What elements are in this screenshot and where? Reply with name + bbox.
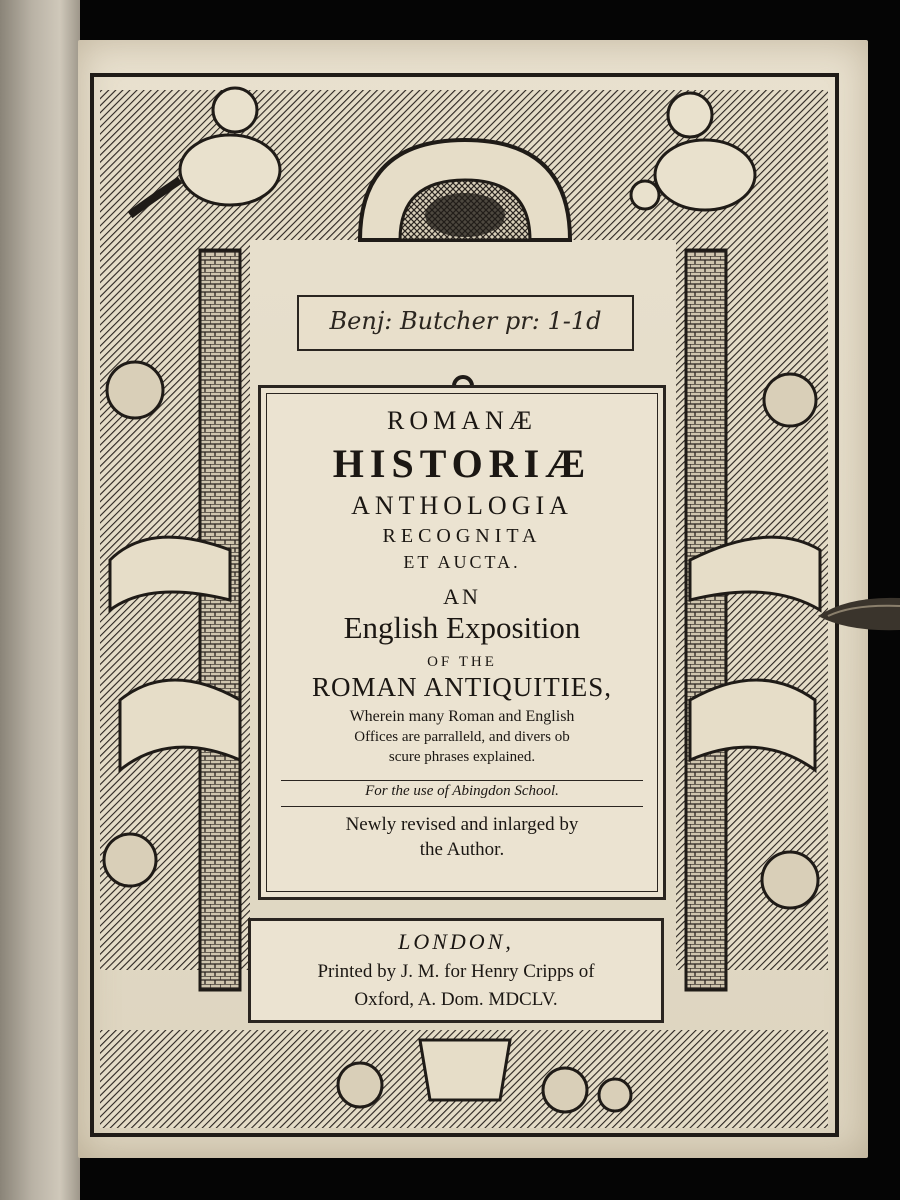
- left-pillar: [200, 250, 240, 990]
- title-line-11: Offices are parralleld, and divers ob: [354, 729, 570, 745]
- shell-icon: [425, 193, 505, 237]
- fruit-icon: [104, 834, 156, 886]
- right-pillar: [686, 250, 726, 990]
- title-line-3: ANTHOLOGIA: [351, 491, 573, 520]
- fruit-icon: [762, 852, 818, 908]
- imprint-city: LONDON,: [398, 929, 514, 954]
- fruit-icon: [338, 1063, 382, 1107]
- title-line-12: scure phrases explained.: [388, 749, 536, 765]
- revision-line-1: Newly revised and inlarged by: [345, 814, 579, 835]
- title-line-1: ROMANÆ: [387, 406, 537, 435]
- dedication-line: For the use of Abingdon School.: [365, 783, 559, 799]
- imprint-panel: [248, 918, 664, 1023]
- title-line-8: OF THE: [427, 654, 497, 670]
- title-line-7: English Exposition: [343, 610, 581, 645]
- title-line-2: HISTORIÆ: [332, 441, 592, 486]
- urn-icon: [420, 1040, 510, 1100]
- fruit-icon: [107, 362, 163, 418]
- imprint-printer: Printed by J. M. for Henry Cripps of: [317, 961, 595, 982]
- revision-line-2: the Author.: [419, 839, 505, 860]
- divider: [281, 806, 643, 807]
- title-line-9: ROMAN ANTIQUITIES,: [312, 672, 612, 702]
- title-line-5: ET AUCTA.: [403, 552, 521, 572]
- title-line-10: Wherein many Roman and English: [349, 708, 575, 725]
- bookmark-ribbon: [818, 594, 900, 634]
- fruit-icon: [543, 1068, 587, 1112]
- divider: [281, 780, 643, 781]
- imprint-date: Oxford, A. Dom. MDCLV.: [354, 989, 558, 1010]
- fruit-icon: [764, 374, 816, 426]
- owner-signature: Benj: Butcher pr: 1-1d: [329, 307, 602, 335]
- title-line-4: RECOGNITA: [382, 525, 542, 547]
- title-panel: [258, 385, 666, 900]
- signature-panel: [297, 295, 634, 351]
- title-line-6: AN: [443, 584, 481, 609]
- grapes-icon: [599, 1079, 631, 1111]
